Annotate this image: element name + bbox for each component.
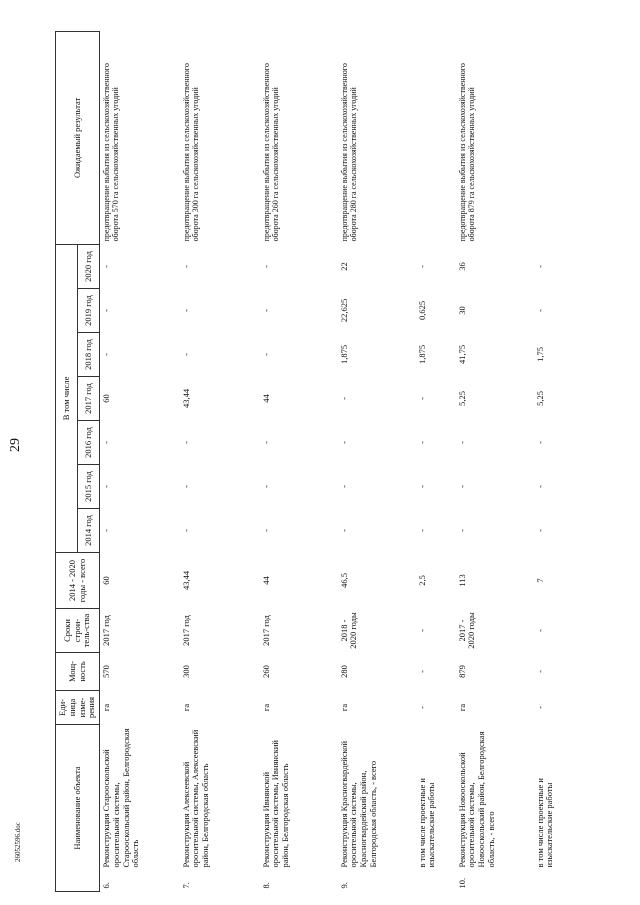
year-2014: - (534, 529, 545, 532)
page-number: 29 (8, 438, 23, 452)
expected-result: предотвращение выбытия из сельскохозяйственного оборота 879 га сельскохозяйственных угодий (457, 63, 476, 242)
year-2019: - (180, 309, 191, 312)
year-2014: - (100, 508, 180, 552)
year-2018: - (100, 332, 180, 376)
unit: га (338, 703, 349, 712)
table-row (338, 31, 416, 891)
year-2019: - (100, 288, 180, 332)
construction-terms: 2018 - 2020 годы (338, 612, 359, 649)
year-2014: - (416, 529, 427, 532)
object-name: Реконструкция Красногвардейской оросительной системы, Красногвардейский район, Белгородская область, - всего (338, 740, 378, 868)
construction-terms: - (416, 629, 427, 632)
row-number: 7. (180, 882, 191, 889)
object-name: в том числе проектные и изыскательские работы (534, 778, 555, 868)
objects-table (55, 31, 568, 892)
object-name: Реконструкция Старооскольской оросительной системы, Старооскольский район, Белгородская область (100, 724, 180, 870)
header-year-2018: 2018 год (78, 332, 100, 376)
expected-result (416, 31, 456, 244)
year-2016: - (100, 420, 180, 464)
year-2017: 44 (260, 394, 271, 403)
year-2019: 30 (456, 306, 467, 315)
year-2014: - (456, 529, 467, 532)
year-2015: - (456, 485, 467, 488)
row-number (416, 871, 456, 892)
year-2014: - (260, 529, 271, 532)
table-row (416, 31, 456, 891)
unit: - (534, 706, 545, 709)
header-total: 2014 - 2020 годы - всего (56, 552, 100, 608)
capacity: 260 (260, 665, 271, 678)
year-2016: - (338, 441, 349, 444)
year-2017: - (416, 397, 427, 400)
capacity: - (416, 670, 427, 673)
year-2015: - (100, 464, 180, 508)
header-expected-result: Ожидаемый результат (56, 31, 100, 244)
year-2017: 5,25 (456, 391, 467, 406)
total: 43,44 (180, 570, 191, 591)
unit: га (456, 703, 467, 712)
year-2016: - (260, 441, 271, 444)
table-row (180, 31, 260, 891)
table-row (534, 31, 568, 891)
expected-result: предотвращение выбытия из сельскохозяйственного оборота 570 га сельскохозяйственных угодий (100, 31, 180, 244)
year-2020: - (260, 265, 271, 268)
header-year-2017: 2017 год (78, 376, 100, 420)
row-number: 10. (456, 877, 467, 889)
unit: га (260, 703, 271, 712)
unit: - (416, 706, 427, 709)
object-name: Реконструкция Ивнянской оросительной системы, Ивнянский район, Белгородская область (260, 740, 291, 868)
year-2016: - (180, 441, 191, 444)
capacity: - (534, 670, 545, 673)
footer-filename: 26052596.doc (14, 822, 22, 862)
expected-result (534, 31, 568, 244)
table-row (260, 31, 338, 891)
header-in-that-number: В том числе (56, 244, 78, 552)
row-number (534, 871, 568, 892)
year-2017: 5,25 (534, 391, 545, 406)
row-number: 8. (260, 882, 271, 889)
total: 44 (260, 576, 271, 585)
capacity: 300 (180, 665, 191, 678)
construction-terms: 2017 год (260, 615, 271, 646)
object-name: в том числе проектные и изыскательские работы (416, 778, 437, 868)
construction-terms: 2017 - 2020 годы (456, 612, 477, 649)
header-year-2020: 2020 год (78, 244, 100, 288)
header-capacity: Мощ-ность (56, 652, 100, 690)
year-2018: 1,875 (338, 344, 349, 365)
year-2018: - (180, 353, 191, 356)
year-2015: - (260, 485, 271, 488)
unit: га (180, 703, 191, 712)
year-2020: - (534, 265, 545, 268)
expected-result: предотвращение выбытия из сельскохозяйственного оборота 300 га сельскохозяйственных угодий (181, 63, 200, 242)
capacity: 879 (456, 665, 467, 678)
header-year-2015: 2015 год (78, 464, 100, 508)
year-2020: 36 (456, 262, 467, 271)
unit: га (100, 690, 180, 724)
year-2019: - (534, 309, 545, 312)
expected-result: предотвращение выбытия из сельскохозяйственного оборота 260 га сельскохозяйственных угодий (261, 63, 280, 242)
expected-result: предотвращение выбытия из сельскохозяйственного оборота 280 га сельскохозяйственных угодий (339, 63, 358, 242)
year-2019: 0,625 (416, 300, 427, 321)
year-2018: - (260, 353, 271, 356)
year-2020: - (180, 265, 191, 268)
header-year-2019: 2019 год (78, 288, 100, 332)
year-2020: - (416, 265, 427, 268)
year-2014: - (338, 529, 349, 532)
total: 113 (456, 574, 467, 587)
year-2015: - (180, 485, 191, 488)
year-2016: - (534, 441, 545, 444)
row-number: 9. (338, 882, 349, 889)
year-2014: - (180, 529, 191, 532)
year-2015: - (416, 485, 427, 488)
year-2020: - (100, 244, 180, 288)
year-2015: - (338, 485, 349, 488)
total: 60 (100, 552, 180, 608)
capacity: 570 (100, 652, 180, 690)
year-2019: - (260, 309, 271, 312)
header-construction-terms: Сроки строи-тель-ства (56, 608, 100, 652)
row-number: 6. (100, 871, 180, 892)
header-object-name: Наименование объекта (56, 724, 100, 891)
total: 46,5 (338, 573, 349, 588)
year-2017: 60 (100, 376, 180, 420)
table-row (100, 31, 180, 891)
construction-terms: 2017 год (100, 608, 180, 652)
header-unit: Еди-ница изме-рения (56, 690, 100, 724)
year-2020: 22 (338, 262, 349, 271)
year-2017: - (338, 397, 349, 400)
year-2017: 43,44 (180, 388, 191, 409)
year-2016: - (456, 441, 467, 444)
header-year-2014: 2014 год (78, 508, 100, 552)
construction-terms: 2017 год (180, 615, 191, 646)
rotated-table-container (55, 32, 580, 892)
capacity: 280 (338, 665, 349, 678)
year-2018: 1,875 (416, 344, 427, 365)
total: 7 (534, 578, 545, 583)
table-row (456, 31, 534, 891)
object-name: Реконструкция Алексеевской оросительной системы, Алексеевский район, Белгородская область (180, 729, 211, 868)
header-year-2016: 2016 год (78, 420, 100, 464)
year-2018: 41,75 (456, 344, 467, 365)
total: 2,5 (416, 575, 427, 586)
construction-terms: - (534, 629, 545, 632)
object-name: Реконструкция Новооскольской оросительной системы, Новооскольский район, Белгородская область, - всего (456, 731, 496, 868)
year-2019: 22,625 (338, 298, 349, 323)
year-2015: - (534, 485, 545, 488)
year-2018: 1,75 (534, 347, 545, 362)
year-2016: - (416, 441, 427, 444)
